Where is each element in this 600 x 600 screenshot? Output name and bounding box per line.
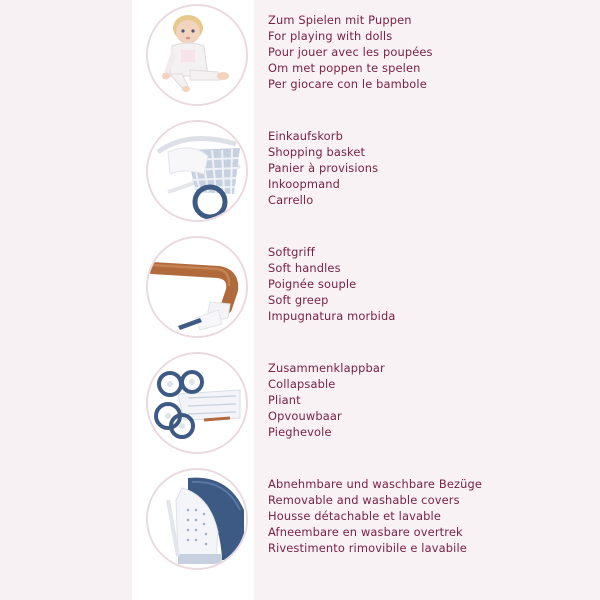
label-de: Zusammenklappbar bbox=[268, 361, 385, 375]
shopping-basket-icon bbox=[148, 122, 246, 220]
label-fr: Poignée souple bbox=[268, 276, 357, 291]
feature-collapsible bbox=[146, 352, 586, 452]
label-it: Rivestimento rimovibile e lavabile bbox=[268, 540, 467, 555]
label-en: Removable and washable covers bbox=[268, 492, 460, 507]
label-de: Einkaufskorb bbox=[268, 129, 343, 143]
label-nl: Opvouwbaar bbox=[268, 408, 342, 423]
left-background-strip bbox=[0, 0, 132, 600]
feature-label-list bbox=[268, 477, 482, 557]
collapsible-frame-icon bbox=[148, 354, 246, 452]
label-de: Zum Spielen mit Puppen bbox=[268, 13, 412, 27]
label-fr: Housse détachable et lavable bbox=[268, 508, 441, 523]
label-nl: Afneembare en wasbare overtrek bbox=[268, 524, 463, 539]
label-it: Pieghevole bbox=[268, 424, 332, 439]
label-en: For playing with dolls bbox=[268, 28, 393, 43]
label-en: Collapsable bbox=[268, 376, 336, 391]
label-fr: Pliant bbox=[268, 392, 301, 407]
label-de: Abnehmbare und waschbare Bezüge bbox=[268, 477, 483, 491]
feature-image-circle bbox=[146, 236, 248, 338]
label-it: Carrello bbox=[268, 192, 314, 207]
feature-image-circle bbox=[146, 120, 248, 222]
label-en: Shopping basket bbox=[268, 144, 366, 159]
label-nl: Om met poppen te spelen bbox=[268, 60, 421, 75]
feature-label-list bbox=[268, 245, 396, 325]
feature-label-list bbox=[268, 13, 433, 93]
removable-cover-icon bbox=[148, 470, 246, 568]
feature-doll bbox=[146, 4, 586, 104]
feature-soft-handle bbox=[146, 236, 586, 336]
label-nl: Inkoopmand bbox=[268, 176, 340, 191]
feature-image-circle bbox=[146, 468, 248, 570]
doll-icon bbox=[148, 6, 246, 104]
label-en: Soft handles bbox=[268, 260, 341, 275]
label-fr: Panier à provisions bbox=[268, 160, 379, 175]
feature-removable-cover bbox=[146, 468, 586, 568]
feature-label-list bbox=[268, 361, 385, 441]
feature-image-circle bbox=[146, 352, 248, 454]
label-it: Per giocare con le bambole bbox=[268, 76, 427, 91]
feature-label-list bbox=[268, 129, 378, 209]
soft-handle-icon bbox=[148, 238, 246, 336]
label-de: Softgriff bbox=[268, 245, 315, 259]
label-nl: Soft greep bbox=[268, 292, 329, 307]
feature-shopping-basket bbox=[146, 120, 586, 220]
label-fr: Pour jouer avec les poupées bbox=[268, 44, 433, 59]
feature-image-circle bbox=[146, 4, 248, 106]
label-it: Impugnatura morbida bbox=[268, 308, 396, 323]
